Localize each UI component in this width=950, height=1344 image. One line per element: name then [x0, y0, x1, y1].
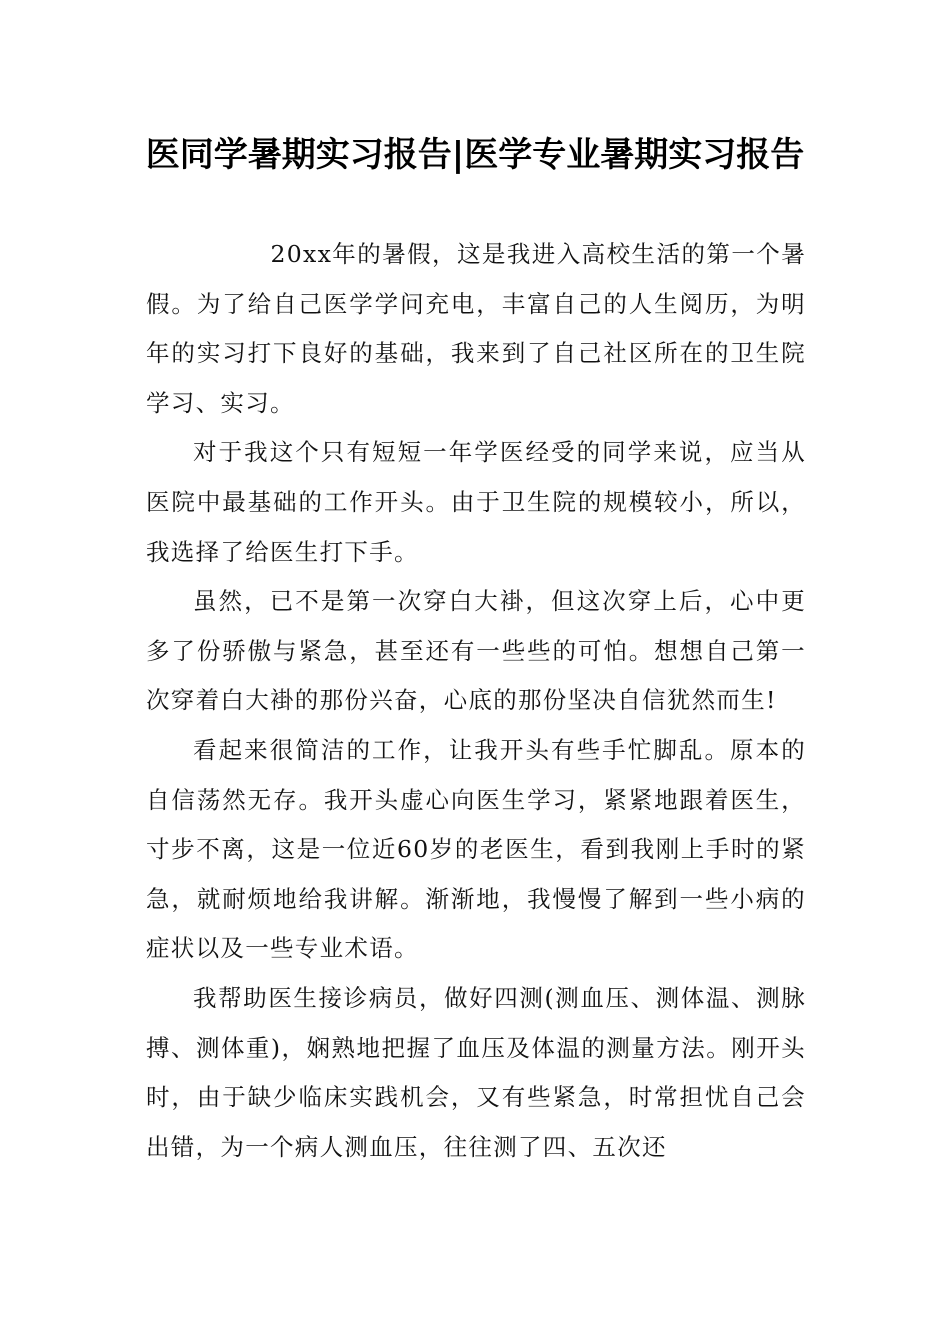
paragraph: 20xx年的暑假，这是我进入高校生活的第一个暑假。为了给自己医学学问充电，丰富自己的人生阅历，为明年的实习打下良好的基础，我来到了自己社区所在的卫生院学习、实习。	[146, 240, 806, 417]
paragraph: 我帮助医生接诊病员，做好四测(测血压、测体温、测脉搏、测体重)，娴熟地把握了血压及体温的测量方法。刚开头时，由于缺少临床实践机会，又有些紧急，时常担忧自己会出错，为一个病人测血压，往往测了四、五次还	[146, 983, 806, 1161]
paragraph: 看起来很简洁的工作，让我开头有些手忙脚乱。原本的自信荡然无存。我开头虚心向医生学习，紧紧地跟着医生，寸步不离，这是一位近60岁的老医生，看到我刚上手时的紧急，就耐烦地给我讲解。渐渐地，我慢慢了解到一些小病的症状以及一些专业术语。	[146, 735, 806, 963]
paragraph: 对于我这个只有短短一年学医经受的同学来说，应当从医院中最基础的工作开头。由于卫生院的规模较小，所以，我选择了给医生打下手。	[146, 438, 806, 566]
document-title: 医同学暑期实习报告|医学专业暑期实习报告	[145, 135, 805, 175]
paragraph: 虽然，已不是第一次穿白大褂，但这次穿上后，心中更多了份骄傲与紧急，甚至还有一些些的可怕。想想自己第一次穿着白大褂的那份兴奋，心底的那份坚决自信犹然而生!	[146, 587, 806, 715]
document-body	[146, 230, 806, 1172]
